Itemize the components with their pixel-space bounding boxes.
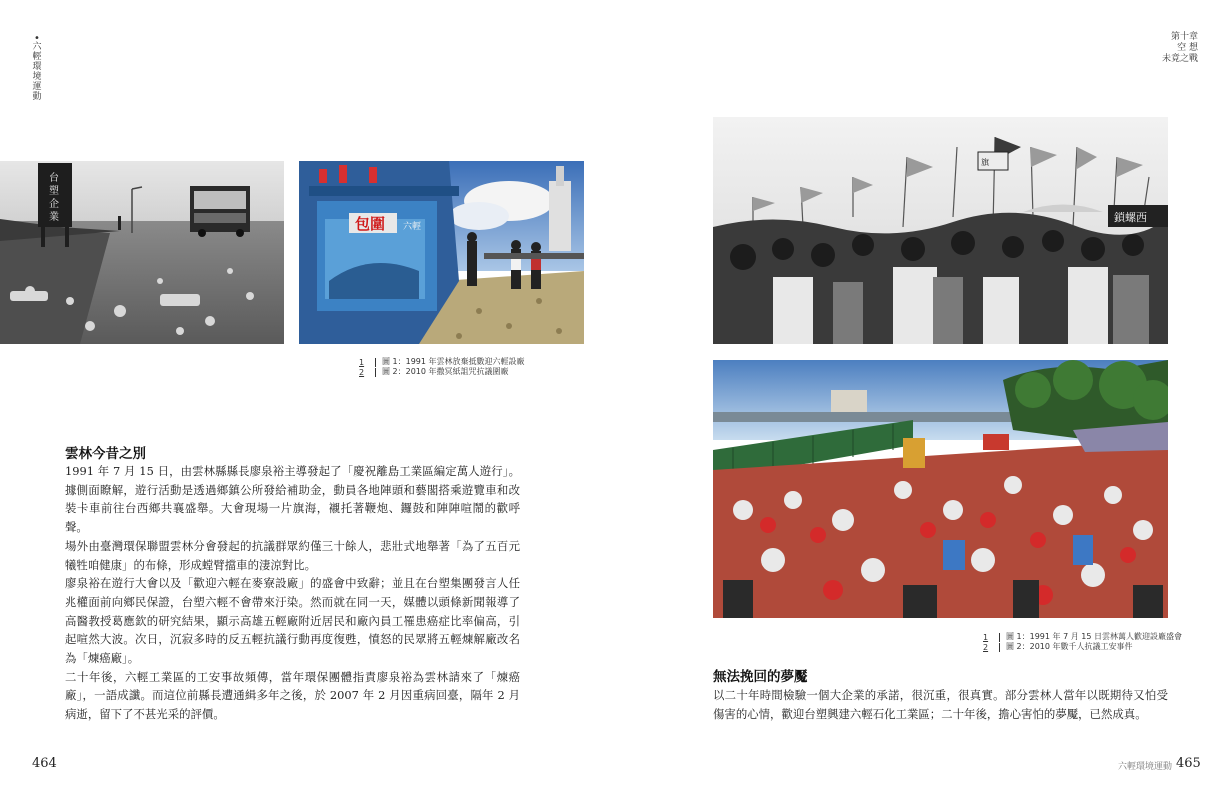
- caption-number: 2: [983, 643, 1000, 652]
- photo-1991-crowd-flags-image: [713, 117, 1168, 344]
- chapter-subtitle: 空 想: [1177, 43, 1198, 53]
- running-head-dot: •: [34, 33, 40, 44]
- caption-text: 圖 1：1991 年 7 月 15 日雲林萬人歡迎設廠盛會: [1006, 632, 1182, 641]
- footer-book-title: 六輕環境運動: [1118, 762, 1173, 772]
- svg-text:六輕: 六輕: [403, 222, 422, 232]
- chapter-title: 未竟之戰: [1161, 54, 1198, 64]
- photo-2010-parade-truck: [299, 161, 584, 344]
- paragraph: 二十年後，六輕工業區的工安事故頻傳，當年環保團體指責廖泉裕為雲林請來了「煉癌廠」，一語成讖。而這位前縣長遭通緝多年之後，於 2007 年 2 月因重病回臺，隔年 2 月病逝，留下了不甚光采的評價。: [65, 669, 520, 722]
- paragraph: 廖泉裕在遊行大會以及「歡迎六輕在麥寮設廠」的盛會中致辭；並且在台塑集團發言人任兆權面前向鄉民保證，台塑六輕不會帶來汙染。然而就在同一天，媒體以頭條新聞報導了高醫教授葛應欽的研究結果，顯示高雄五輕廠附近居民和廠內員工罹患癌症比率偏高，引起喧然大波。次日，沉寂多時的反五輕抗議行動再度復甦，憤怒的民眾將五輕煉解廠改名為「煉癌廠」。: [65, 576, 520, 666]
- left-photo-captions: [359, 357, 525, 377]
- section-title-nightmare: 無法挽回的夢魘: [713, 669, 808, 685]
- paragraph: 1991 年 7 月 15 日，由雲林縣縣長廖泉裕主導發起了「慶祝離島工業區編定萬人遊行」。據側面瞭解，遊行活動是透過鄉鎮公所發給補助金，動員各地陣頭和藝閣搭乘遊覽車和改裝卡車前往台西鄉共襄盛舉。大會現場一片旗海，襯托著鞭炮、鑼鼓和陣陣喧鬧的歡呼聲。: [65, 464, 520, 535]
- photo-1991-road-sign: [0, 161, 284, 344]
- svg-text:企: 企: [49, 199, 59, 210]
- caption-text: 圖 1：1991 年雲林放棄抵數迎六輕設廠: [382, 357, 525, 366]
- running-head-book-title: [30, 33, 44, 102]
- running-head-chapter: [1118, 32, 1198, 65]
- page-number-left: 464: [32, 756, 57, 771]
- photo-2010-protest-crowd-image: [713, 360, 1168, 618]
- caption-text: 圖 2：2010 年撒冥紙詛咒抗議圍廠: [382, 367, 509, 376]
- photo-2010-parade-truck-image: [299, 161, 584, 344]
- sign-text: 鎖螺西: [1114, 211, 1147, 224]
- chapter-number: 第十章: [1170, 32, 1198, 42]
- sign-text: 台: [49, 173, 59, 184]
- page-number-right: 465: [1176, 756, 1201, 771]
- svg-text:旗: 旗: [981, 158, 989, 167]
- svg-text:業: 業: [49, 212, 59, 223]
- photo-1991-road-sign-image: [0, 161, 284, 344]
- caption-row: [983, 632, 1182, 642]
- right-photo-captions: [983, 632, 1182, 652]
- caption-row: [983, 642, 1182, 652]
- right-body-text: [713, 686, 1168, 723]
- banner-text: 包圍: [355, 215, 386, 233]
- svg-text:塑: 塑: [49, 186, 59, 197]
- caption-number: 2: [359, 368, 376, 377]
- photo-2010-protest-crowd: [713, 360, 1168, 618]
- paragraph: 以二十年時間檢驗一個大企業的承諾，很沉重，很真實。部分雲林人當年以既期待又怕受傷害的心情，歡迎台塑興建六輕石化工業區；二十年後，擔心害怕的夢魘，已然成真。: [713, 688, 1168, 721]
- paragraph: 場外由臺灣環保聯盟雲林分會發起的抗議群眾約僅三十餘人，悲壯式地舉著「為了五百元犧牲咱健康」的布條，形成螳臂擋車的淒涼對比。: [65, 538, 520, 572]
- caption-number: 1: [983, 633, 1000, 642]
- running-head-book-title-text: 六輕環境運動: [32, 42, 42, 102]
- caption-row: [359, 357, 525, 367]
- caption-row: [359, 367, 525, 377]
- section-title-yunlin: 雲林今昔之別: [65, 446, 146, 462]
- photo-1991-crowd-flags: [713, 117, 1168, 344]
- caption-number: 1: [359, 358, 376, 367]
- left-body-text: [65, 462, 520, 724]
- caption-text: 圖 2：2010 年數千人抗議工安事件: [1006, 642, 1133, 651]
